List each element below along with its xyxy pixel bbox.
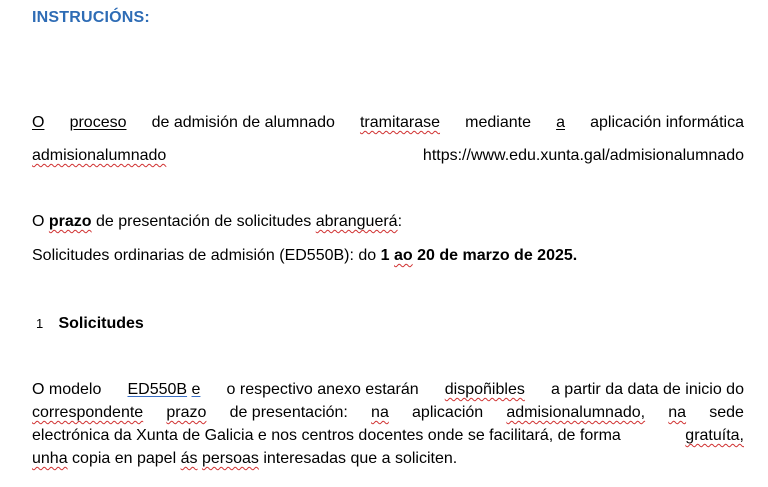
word-e: e [191, 381, 201, 398]
text-data-inicio: a partir da data de inicio do [550, 381, 744, 398]
deadline-paragraph [32, 208, 744, 270]
ordinary-applications-text: Solicitudes ordinarias de admisión (ED550B): do [32, 247, 377, 264]
word-unha: unha [32, 450, 68, 467]
date-start: 1 [380, 247, 390, 264]
word-correspondente: correspondente [32, 404, 144, 421]
text-de-presentacion: de presentación: [229, 404, 348, 421]
text-copia: copia en papel [72, 450, 177, 467]
word-prazo: prazo [48, 213, 92, 230]
text-o-modelo: O modelo [32, 381, 102, 398]
word-na-2: na [668, 404, 687, 421]
word-as: ás [180, 450, 198, 467]
colon: : [397, 213, 403, 230]
text-aplicacion: aplicación informática [590, 114, 744, 131]
word-abranguera: abranguerá [315, 213, 398, 230]
model-availability-paragraph [32, 378, 744, 470]
word-gratuita: gratuíta, [685, 427, 744, 444]
date-end: 20 de marzo de 2025. [417, 247, 578, 264]
admission-url[interactable]: https://www.edu.xunta.gal/admisionalumnado [422, 147, 744, 164]
word-prazo-2: prazo [166, 404, 207, 421]
word-tramitarase: tramitarase [359, 114, 441, 131]
text-sede: sede [709, 404, 744, 421]
text-aplicacion-2: aplicación [412, 404, 484, 421]
section-title: Solicitudes [58, 315, 144, 332]
text-o: O [32, 213, 45, 230]
text-mediante: mediante [465, 114, 531, 131]
app-name: admisionalumnado [32, 147, 167, 164]
text-anexo: o respectivo anexo estarán [226, 381, 419, 398]
section-number: 1 [36, 316, 44, 331]
word-disponibles: dispoñibles [444, 381, 525, 398]
word-proceso: proceso [69, 114, 127, 131]
word-admisionalumnado: admisionalumnado, [506, 404, 646, 421]
text-presentacion: de presentación de solicitudes [96, 213, 312, 230]
word-ao: ao [394, 247, 413, 264]
word-a: a [556, 114, 565, 131]
word-na: na [371, 404, 389, 421]
admission-process-paragraph [32, 109, 744, 170]
word-o: O [32, 114, 45, 131]
word-persoas: persoas [201, 450, 259, 467]
text-interesadas: interesadas que a soliciten. [263, 450, 458, 467]
instructions-heading: INSTRUCIÓNS: [32, 9, 150, 26]
section-solicitudes [36, 312, 144, 336]
form-code: ED550B [127, 381, 188, 398]
text-admision: de admisión de alumnado [151, 114, 335, 131]
text-electronica: electrónica da Xunta de Galicia e nos centros docentes onde se facilitará, de forma [32, 427, 621, 444]
